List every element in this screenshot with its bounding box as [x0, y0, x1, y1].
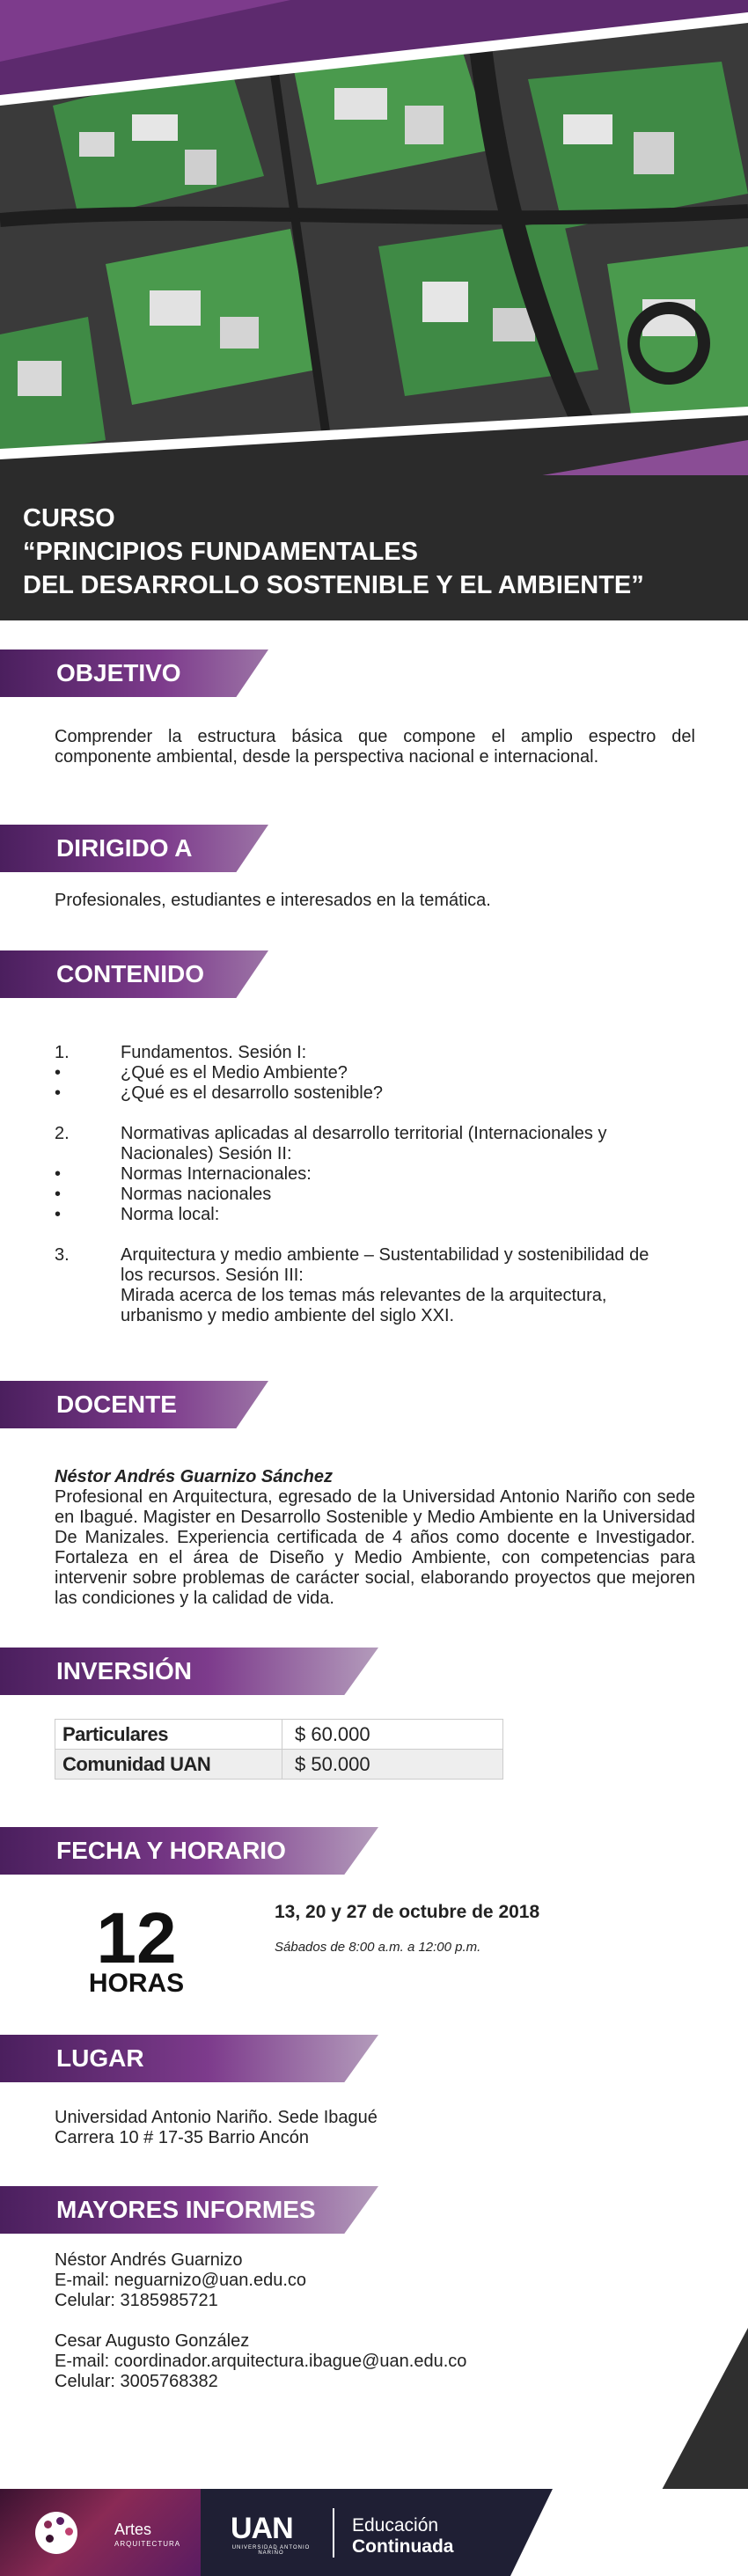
location-line: Carrera 10 # 17-35 Barrio Ancón — [55, 2128, 310, 2147]
list-text: ¿Qué es el desarrollo sostenible? — [121, 1083, 383, 1103]
list-marker: 2. — [55, 1124, 70, 1143]
hours-unit: HORAS — [88, 1969, 185, 1998]
palette-icon — [35, 2512, 77, 2554]
section-heading: DIRIGIDO A — [56, 834, 193, 862]
footer — [0, 2489, 748, 2576]
docente-block — [55, 1467, 695, 1609]
contact-name: Néstor Andrés Guarnizo — [55, 2250, 243, 2270]
section-heading: LUGAR — [56, 2044, 144, 2072]
list-text: Fundamentos. Sesión I: — [121, 1043, 307, 1062]
list-text: Normas Internacionales: — [121, 1164, 312, 1184]
list-text: ¿Qué es el Medio Ambiente? — [121, 1063, 348, 1083]
title-line: DEL DESARROLLO SOSTENIBLE Y EL AMBIENTE” — [23, 571, 644, 599]
content-list — [55, 1043, 653, 1326]
list-marker: 1. — [55, 1043, 70, 1062]
section-heading: INVERSIÓN — [56, 1657, 193, 1684]
list-item — [55, 1185, 653, 1205]
contact-email[interactable]: E-mail: neguarnizo@uan.edu.co — [55, 2271, 307, 2290]
section-header-informes — [0, 2186, 378, 2234]
artes-panel — [0, 2489, 201, 2576]
artes-label: Artes — [114, 2521, 152, 2538]
list-marker: • — [55, 1164, 62, 1184]
section-header-fecha — [0, 1827, 378, 1875]
price-amount: $ 60.000 — [282, 1720, 503, 1750]
list-marker: 3. — [55, 1245, 70, 1265]
list-marker: • — [55, 1185, 62, 1204]
section-heading: OBJETIVO — [56, 659, 181, 686]
teacher-name: Néstor Andrés Guarnizo Sánchez — [55, 1467, 333, 1486]
contact-block — [55, 2250, 695, 2392]
objetivo-text: Comprender la estructura básica que compone el amplio espectro del componente ambiental, desde la perspectiva nacional e internacional. — [55, 727, 695, 767]
list-item — [55, 1124, 653, 1164]
continuada-label: Continuada — [352, 2536, 454, 2557]
list-text: Mirada acerca de los temas más relevantes de la arquitectura, urbanismo y medio ambiente del siglo XXI. — [121, 1286, 607, 1325]
section-header-contenido — [0, 950, 268, 998]
price-label: Particulares — [55, 1720, 282, 1750]
section-header-inversion — [0, 1648, 378, 1695]
course-dates: 13, 20 y 27 de octubre de 2018 — [275, 1902, 540, 1922]
title-line: CURSO — [23, 504, 115, 532]
list-item — [55, 1164, 653, 1185]
contact-phone: Celular: 3185985721 — [55, 2291, 218, 2310]
artes-sublabel: ARQUITECTURA — [114, 2540, 181, 2548]
list-item — [55, 1205, 653, 1225]
educacion-label: Educación — [352, 2515, 439, 2536]
price-table — [55, 1719, 503, 1780]
list-item — [55, 1286, 653, 1326]
dirigido-text: Profesionales, estudiantes e interesados en la temática. — [55, 891, 491, 910]
section-heading: MAYORES INFORMES — [56, 2196, 316, 2223]
course-title — [23, 502, 736, 602]
list-marker — [55, 1286, 121, 1326]
section-header-lugar — [0, 2035, 378, 2082]
teacher-bio: Profesional en Arquitectura, egresado de la Universidad Antonio Nariño con sede en Ibagué. Magister en Desarrollo Sostenible y Medio Ambiente en la Universidad De Manizales. Experiencia certificada de 4 años como docente e Investigador. Fortaleza en el área de Diseño y Medio Ambiente, con competencias para intervenir sobre problemas de carácter social, elaborando proyectos que mejoren las condiciones y la calidad de vida. — [55, 1487, 695, 1608]
price-label: Comunidad UAN — [55, 1750, 282, 1780]
list-marker: • — [55, 1063, 62, 1083]
divider — [333, 2508, 334, 2558]
list-marker: • — [55, 1205, 62, 1224]
list-text: Norma local: — [121, 1205, 220, 1224]
location — [55, 2108, 695, 2148]
contact-name: Cesar Augusto González — [55, 2331, 250, 2351]
location-line: Universidad Antonio Nariño. Sede Ibagué — [55, 2108, 378, 2127]
list-item — [55, 1063, 653, 1083]
hours-number: 12 — [96, 1898, 177, 1978]
section-header-objetivo — [0, 650, 268, 697]
title-line: “PRINCIPIOS FUNDAMENTALES — [23, 538, 418, 566]
hero-banner — [0, 0, 748, 620]
section-header-docente — [0, 1381, 268, 1428]
price-amount: $ 50.000 — [282, 1750, 503, 1780]
uan-logo: UAN — [231, 2512, 293, 2545]
section-heading: DOCENTE — [56, 1391, 177, 1418]
uan-logo-subtitle: UNIVERSIDAD ANTONIO NARIÑO — [231, 2545, 311, 2556]
list-item — [55, 1245, 653, 1286]
contact-phone: Celular: 3005768382 — [55, 2372, 218, 2391]
section-heading: FECHA Y HORARIO — [56, 1837, 286, 1864]
list-item — [55, 1083, 653, 1104]
table-row — [55, 1720, 503, 1750]
section-heading: CONTENIDO — [56, 960, 204, 987]
list-text: Normas nacionales — [121, 1185, 272, 1204]
table-row — [55, 1750, 503, 1780]
city-model-photo — [0, 0, 748, 493]
course-schedule: Sábados de 8:00 a.m. a 12:00 p.m. — [275, 1940, 481, 1955]
contact-email[interactable]: E-mail: coordinador.arquitectura.ibague@uan.edu.co — [55, 2352, 467, 2371]
list-item — [55, 1043, 653, 1063]
list-text: Normativas aplicadas al desarrollo territorial (Internacionales y Nacionales) Sesión II: — [121, 1124, 607, 1163]
section-header-dirigido — [0, 825, 268, 872]
list-text: Arquitectura y medio ambiente – Sustentabilidad y sostenibilidad de los recursos. Sesión III: — [121, 1245, 649, 1285]
list-marker: • — [55, 1083, 62, 1103]
